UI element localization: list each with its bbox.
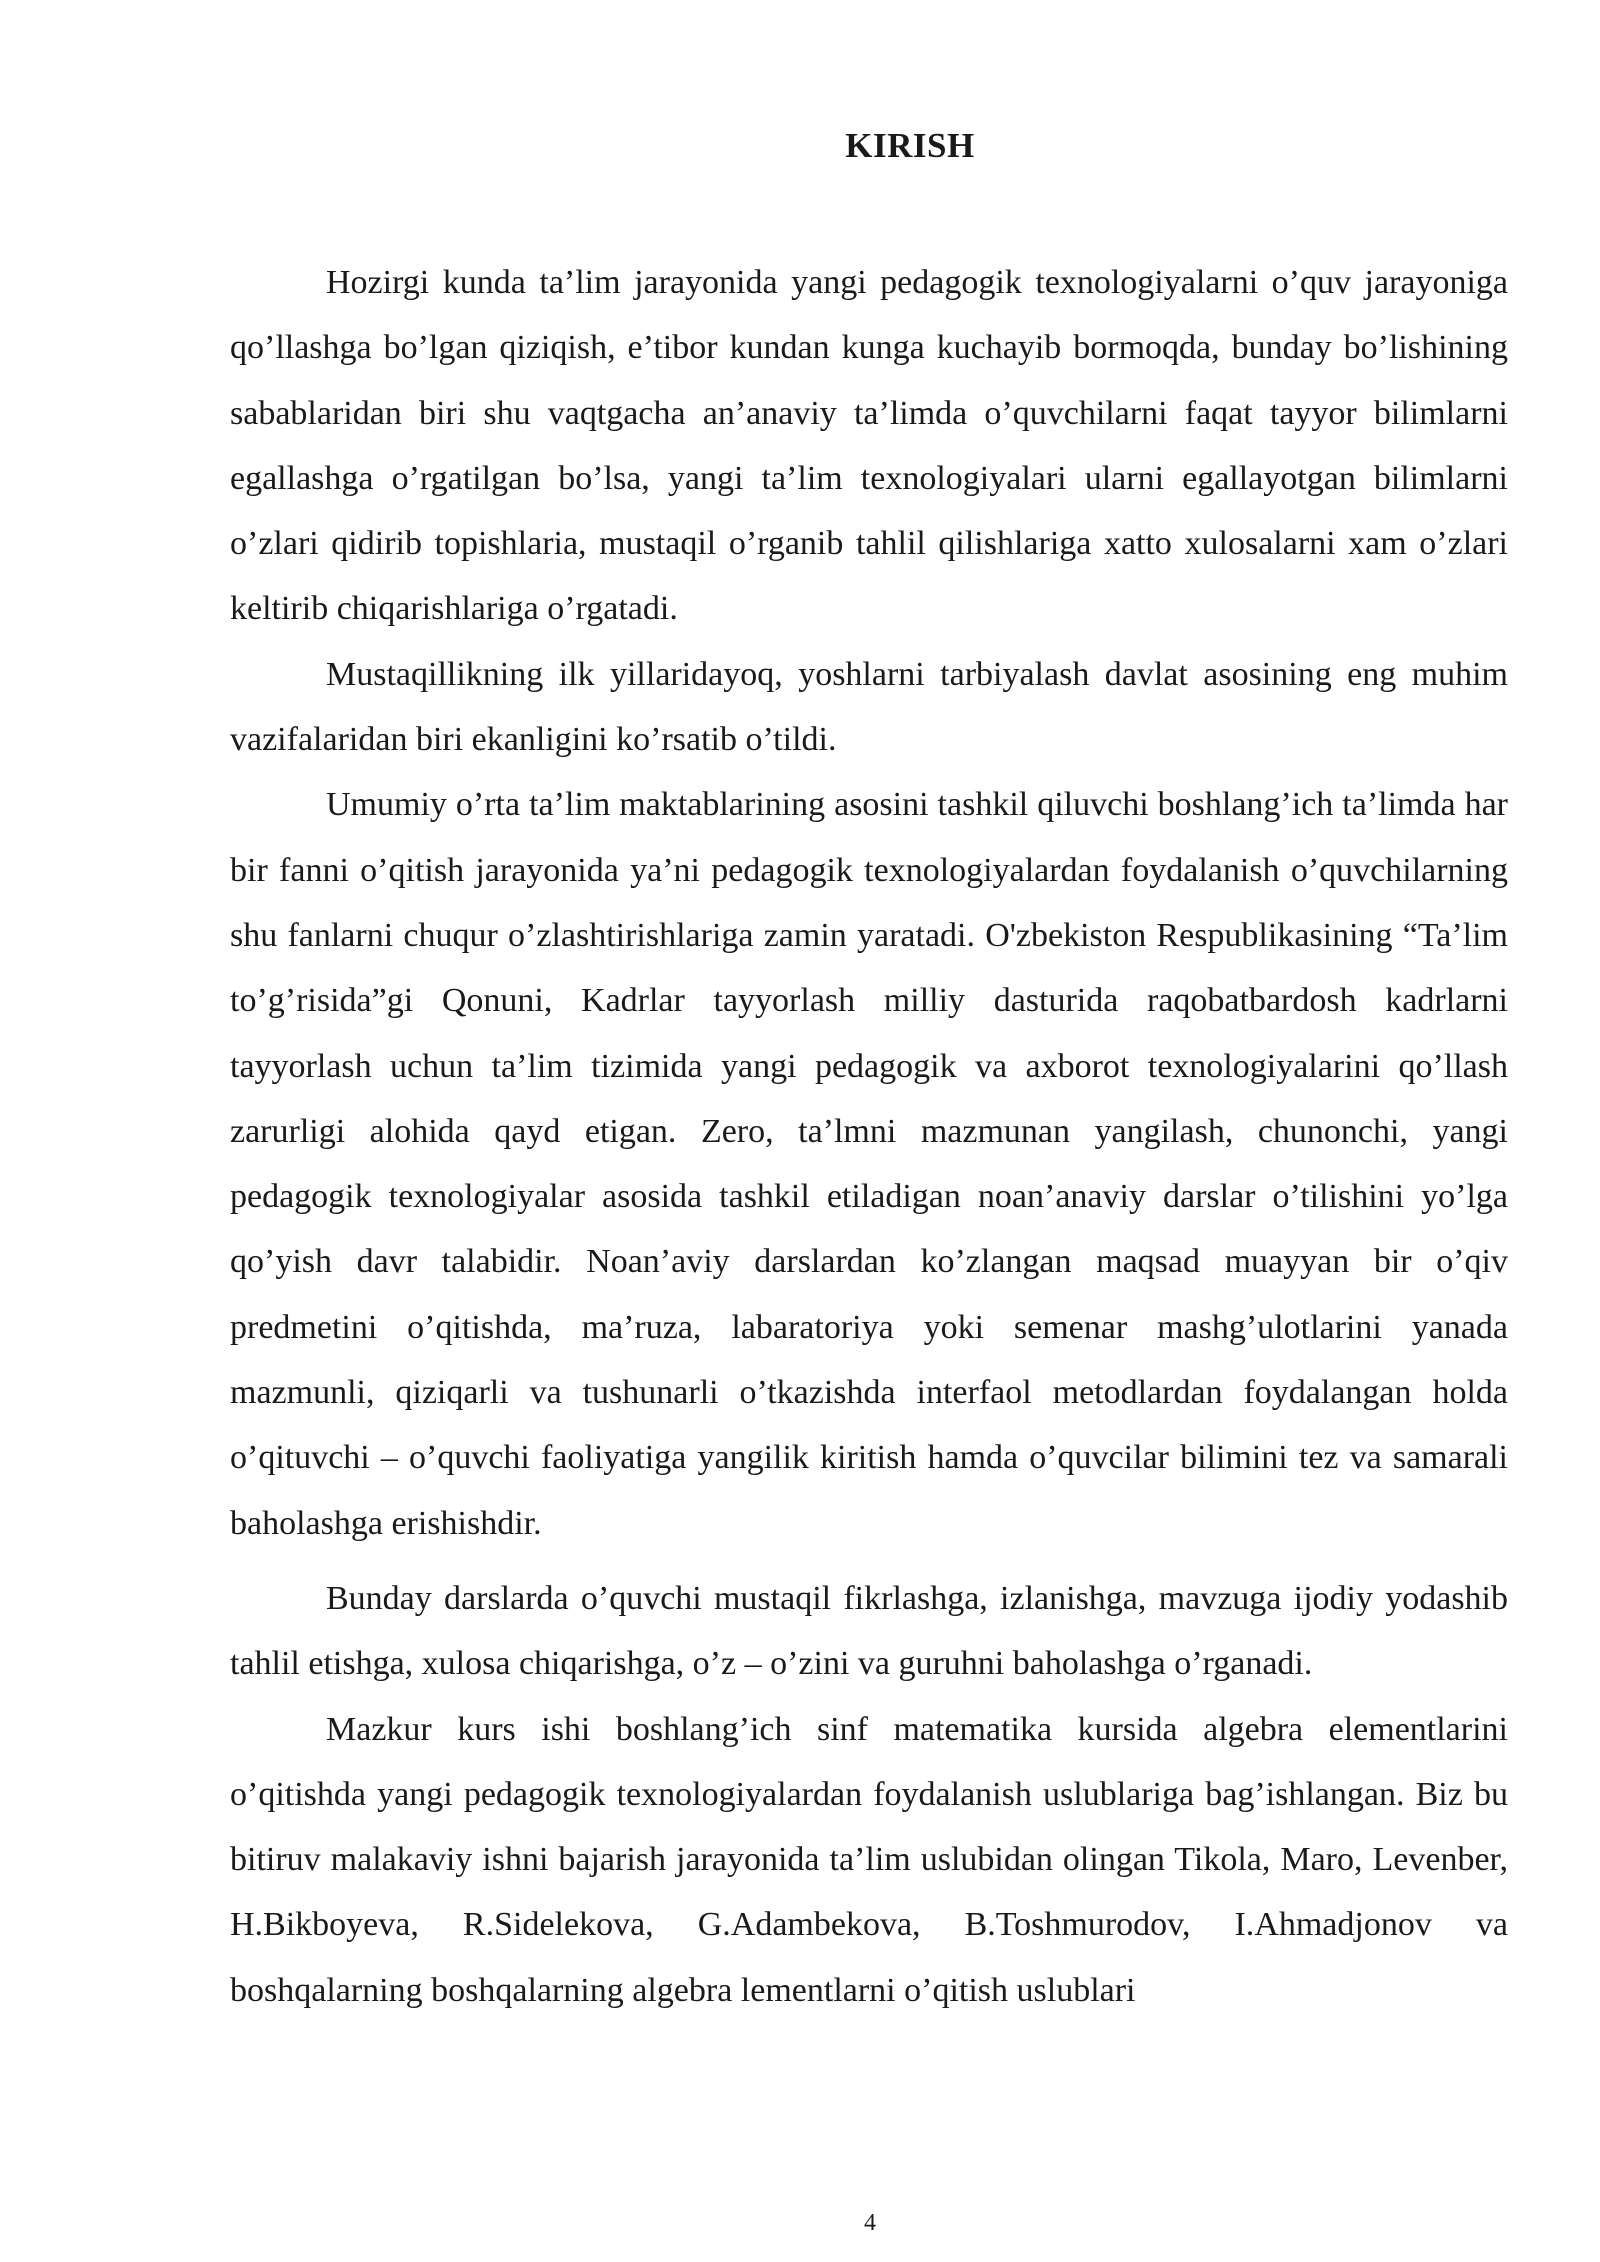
page-number: 4 xyxy=(864,2210,876,2236)
paragraph-2: Mustaqillikning ilk yillaridayoq, yoshlarni tarbiyalash davlat asosining eng muhim vazifalaridan biri ekanligini ko’rsatib o’tildi. xyxy=(230,655,1508,759)
page-title: KIRISH xyxy=(845,126,975,165)
paragraph-1: Hozirgi kunda ta’lim jarayonida yangi pedagogik texnologiyalarni o’quv jarayoniga qo’llashga bo’lgan qiziqish, e’tibor kundan kunga kuchayib bormoqda, bunday bo’lishining sabablaridan biri shu vaqtgacha an’anaviy ta’limda o’quvchilarni faqat tayyor bilimlarni egallashga o’rgatilgan bo’lsa, yangi ta’lim texnologiyalari ularni egallayotgan bilimlarni o’zlari qidirib topishlaria, mustaqil o’rganib tahlil qilishlariga xatto xulosalarni xam o’zlari keltirib chiqarishlariga o’rgatadi. xyxy=(230,264,1508,628)
paragraph-3: Umumiy o’rta ta’lim maktablarining asosini tashkil qiluvchi boshlang’ich ta’limda har bir fanni o’qitish jarayonida ya’ni pedagogik texnologiyalardan foydalanish o’quvchilarning shu fanlarni chuqur o’zlashtirishlariga zamin yaratadi. O'zbekiston Respublikasining “Ta’lim to’g’risida”gi Qonuni, Kadrlar tayyorlash milliy dasturida raqobatbardosh kadrlarni tayyorlash uchun ta’lim tizimida yangi pedagogik va axborot texnologiyalarini qo’llash zarurligi alohida qayd etigan. Zero, ta’lmni mazmunan yangilash, chunonchi, yangi pedagogik texnologiyalar asosida tashkil etiladigan noan’anaviy darslar o’tilishini yo’lga qo’yish davr talabidir. Noan’aviy darslardan ko’zlangan maqsad muayyan bir o’qiv predmetini o’qitishda, ma’ruza, labaratoriya yoki semenar mashg’ulotlarini yanada mazmunli, qiziqarli va tushunarli o’tkazishda interfaol metodlardan foydalangan holda o’qituvchi – o’quvchi faoliyatiga yangilik kiritish hamda o’quvcilar bilimini tez va samarali baholashga erishishdir. xyxy=(230,786,1508,1542)
body-text xyxy=(230,250,1508,2023)
paragraph-5: Mazkur kurs ishi boshlang’ich sinf matematika kursida algebra elementlarini o’qitishda yangi pedagogik texnologiyalardan foydalanish uslublariga bag’ishlangan. Biz bu bitiruv malakaviy ishni bajarish jarayonida ta’lim uslubidan olingan Tikola, Maro, Levenber, H.Bikboyeva, R.Sidelekova, G.Adambekova, B.Toshmurodov, I.Ahmadjonov va boshqalarning boshqalarning algebra lementlarni o’qitish uslublari xyxy=(230,1710,1508,2009)
paragraph-4: Bunday darslarda o’quvchi mustaqil fikrlashga, izlanishga, mavzuga ijodiy yodashib tahlil etishga, xulosa chiqarishga, o’z – o’zini va guruhni baholashga o’rganadi. xyxy=(230,1579,1508,1683)
